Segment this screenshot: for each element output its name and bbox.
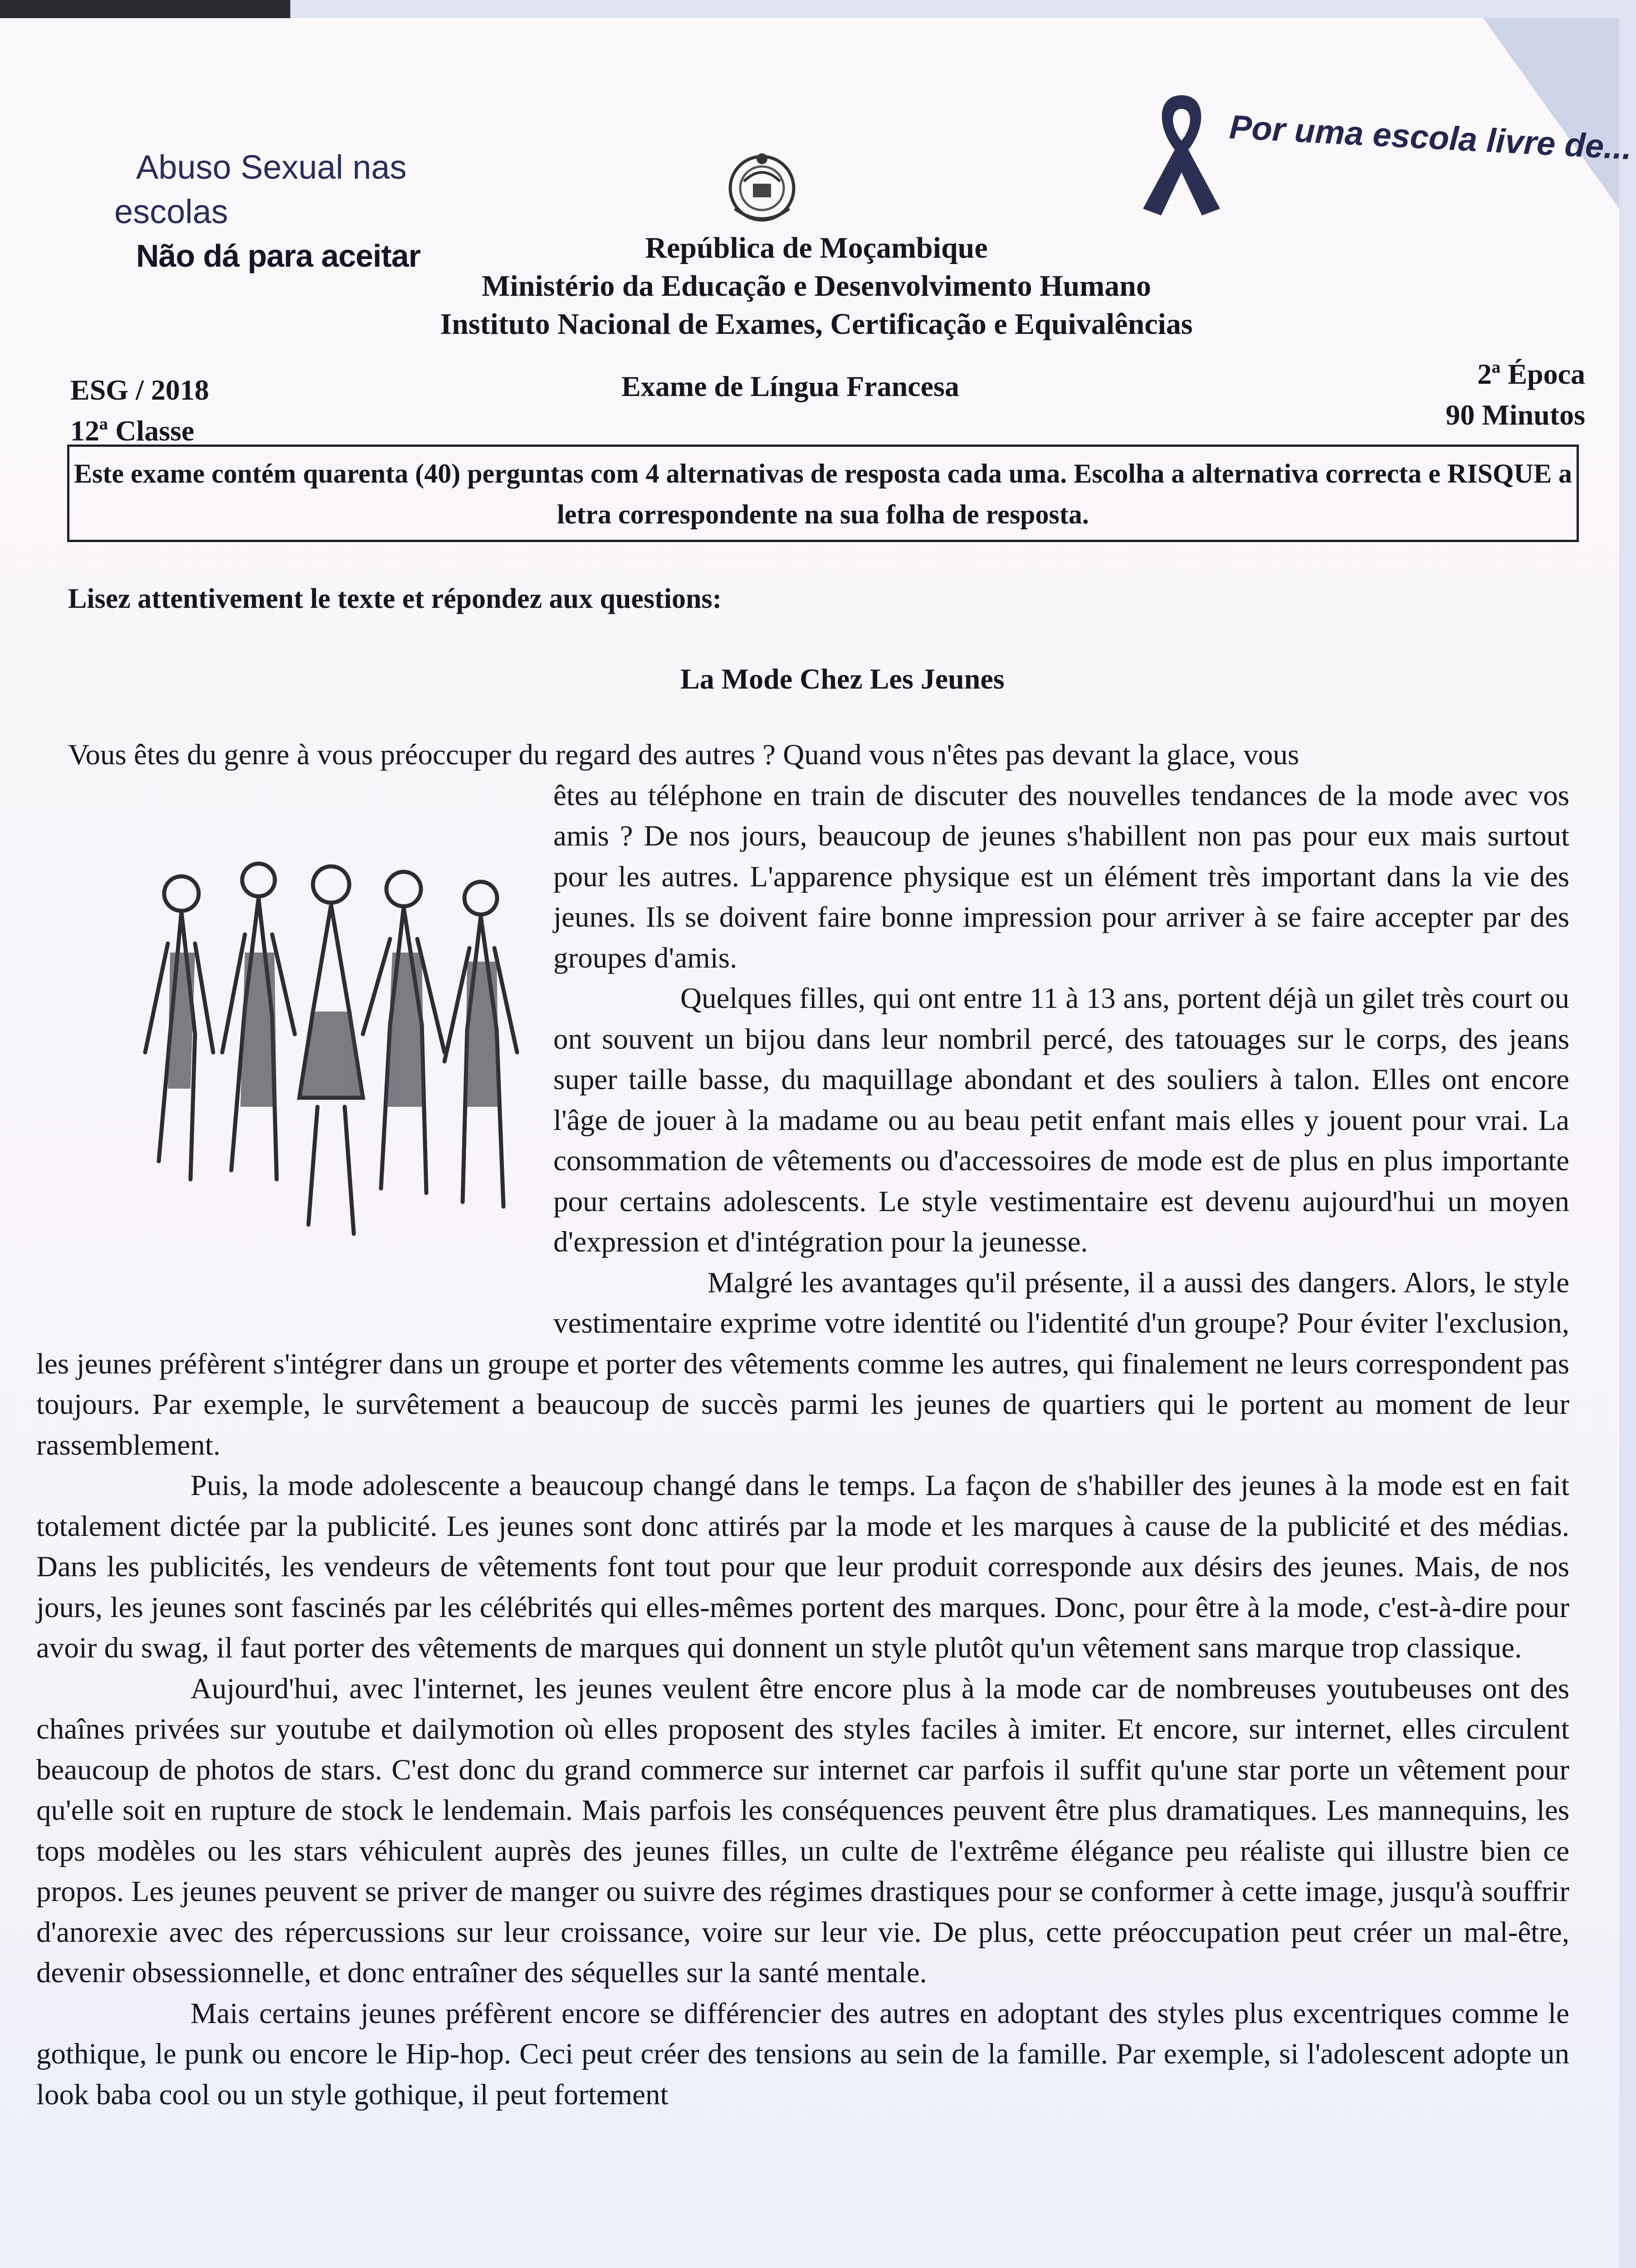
fashion-illustration (127, 816, 526, 1329)
exam-meta-left (70, 370, 209, 451)
exam-title: Exame de Língua Francesa (621, 370, 959, 402)
exam-epoch: 2ª Época (1477, 358, 1585, 390)
institute-name: Instituto Nacional de Exames, Certificação e Equivalências (440, 308, 1193, 341)
paragraph-1-continued: êtes au téléphone en train de discuter des nouvelles tendances de la mode avec vos amis ? De nos jours, beaucoup de jeunes s'habillent non pas pour eux mais surtout pour les autres. L'apparence physique est un élément très important dans la vie des jeunes. Ils se doivent faire bonne impression pour arriver à se faire accepter par des groupes d'amis. (553, 779, 1569, 974)
awareness-banner (1125, 86, 1633, 231)
exam-meta-right (1446, 354, 1585, 435)
paragraph-1-line-1: Vous êtes du genre à vous préoccuper du regard des autres ? Quand vous n'êtes pas devant la glace, vous (68, 738, 1299, 771)
paragraph-3: Malgré les avantages qu'il présente, il a aussi des dangers. Alors, le style vestimentaire exprime votre identité ou l'identité d'un groupe? Pour éviter l'exclusion, les jeunes préfèrent s'intégrer dans un groupe et porter des vêtements comme les autres, qui finalement ne leurs correspondent pas toujours. Par exemple, le survêtement a beaucoup de succès parmi les jeunes de quartiers qui le portent au moment de leur rassemblement. (36, 1266, 1569, 1461)
article-body (36, 735, 1569, 2115)
awareness-ribbon-icon (1125, 86, 1238, 222)
exam-code: ESG / 2018 (70, 374, 209, 406)
campaign-line-1: Abuso Sexual nas (136, 148, 407, 186)
coat-of-arms-icon (721, 145, 803, 231)
ministry-name: Ministério da Educação e Desenvolvimento Humano (482, 269, 1151, 303)
paragraph-5: Aujourd'hui, avec l'internet, les jeunes veulent être encore plus à la mode car de nombreuses youtubeuses ont des chaînes privées sur youtube et dailymotion où elles proposent des styles faciles à imiter. Et encore, sur internet, elles circulent beaucoup de photos de stars. C'est donc du grand commerce sur internet car parfois il suffit qu'une star porte un vêtement pour qu'elle soit en rupture de stock le lendemain. Mais parfois les conséquences peuvent être plus dramatiques. Les mannequins, les tops modèles ou les stars véhiculent auprès des jeunes filles, un culte de l'extrême élégance peu réaliste qui illustre bien ce propos. Les jeunes peuvent se priver de manger ou suivre des régimes drastiques pour se conformer à cette image, jusqu'à souffrir d'anorexie avec des répercussions sur leur croissance, voire sur leur vie. De plus, cette préoccupation peut créer un mal-être, devenir obsessionnelle, et donc entraîner des séquelles sur la santé mentale. (36, 1672, 1569, 1989)
campaign-slogan: Não dá para aceitar (136, 238, 420, 274)
paragraph-6: Mais certains jeunes préfèrent encore se différencier des autres en adoptant des styles plus excentriques comme le gothique, le punk ou encore le Hip-hop. Ceci peut créer des tensions au sein de la famille. Par exemple, si l'adolescent adopte un look baba cool ou un style gothique, il peut fortement (36, 1997, 1569, 2111)
exam-duration: 90 Minutos (1446, 399, 1585, 431)
article-title: La Mode Chez Les Jeunes (680, 663, 1005, 695)
institution-header (372, 229, 1261, 343)
paragraph-4: Puis, la mode adolescente a beaucoup changé dans le temps. La façon de s'habiller des jeunes à la mode est en fait totalement dictée par la publicité. Les jeunes sont donc attirés par la mode et les marques à cause de la publicité et des médias. Dans les publicités, les vendeurs de vêtements font tout pour que leur produit corresponde aux désirs des jeunes. Mais, de nos jours, les jeunes sont fascinés par les célébrités qui elles-mêmes portent des marques. Donc, pour être à la mode, c'est-à-dire pour avoir du swag, il faut porter des vêtements de marques qui donnent un style plutôt qu'un vêtement sans marque trop classique. (36, 1469, 1569, 1664)
country-name: República de Moçambique (645, 231, 988, 264)
ribbon-slogan: Por uma escola livre de... (1228, 108, 1633, 167)
reading-instruction: Lisez attentivement le texte et répondez aux questions: (68, 583, 722, 614)
paragraph-2: Quelques filles, qui ont entre 11 à 13 ans, portent déjà un gilet très court ou ont souvent un bijou dans leur nombril percé, des tatouages sur le corps, des jeans super taille basse, du maquillage abondant et des souliers à talon. Elles ont encore l'âge de jouer à la madame ou au beau petit enfant mais elles y jouent pour vrai. La consommation de vêtements ou d'accessoires de mode est de plus en plus importante pour certains adolescents. Le style vestimentaire est devenu aujourd'hui un moyen d'expression et d'intégration pour la jeunesse. (553, 982, 1569, 1258)
exam-grade: 12ª Classe (70, 415, 195, 447)
campaign-line-2: escolas (114, 193, 228, 230)
instruction-box: Este exame contém quarenta (40) perguntas com 4 alternativas de resposta cada uma. Escolha a alternativa correcta e RISQUE a letra correspondente na sua folha de resposta. (67, 445, 1579, 542)
